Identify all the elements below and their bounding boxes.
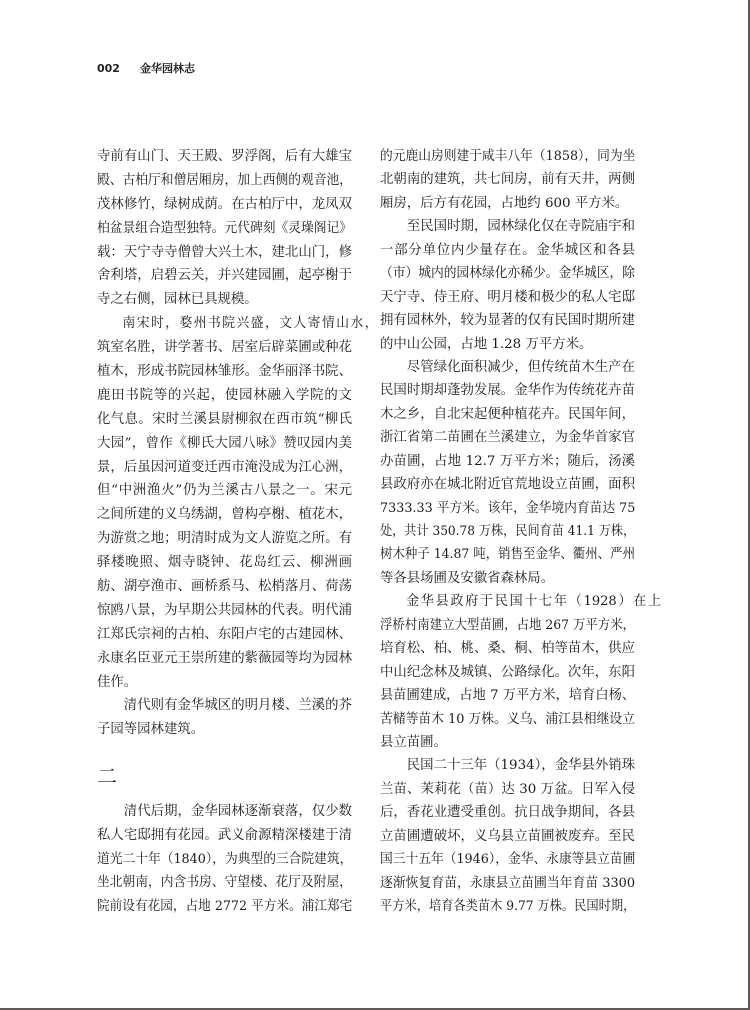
- section-heading: 二: [97, 764, 117, 788]
- text-line: 金华县政府于民国十七年（1928）在上: [406, 594, 662, 610]
- text-line: 中山纪念林及城镇、公路绿化。次年，东阳: [380, 664, 635, 680]
- text-line: 立苗圃遭破坏，义乌县立苗圃被废弃。至民: [380, 828, 635, 844]
- text-line: 茂林修竹，绿树成荫。在古柏厅中，龙凤双: [97, 196, 352, 212]
- text-line: 私人宅邸拥有花园。武义俞源精深楼建于清: [97, 827, 352, 843]
- text-line: 但“中洲渔火”仍为兰溪古八景之一。宋元: [97, 483, 352, 499]
- paragraph: [97, 145, 352, 312]
- text-line: 至民国时期，园林绿化仅在寺院庙宇和: [406, 219, 635, 235]
- text-line: 浮桥村南建立大型苗圃，占地 267 万平方米，: [380, 617, 636, 633]
- paragraph: [97, 694, 352, 742]
- text-line: 的中山公园，占地 1.28 万平方米。: [380, 336, 593, 352]
- text-line: 植木，形成书院园林雏形。金华丽泽书院、: [97, 364, 352, 380]
- text-line: 等各县场圃及安徽省森林局。: [380, 570, 555, 586]
- text-line: 办苗圃，占地 12.7 万平方米；随后，汤溪: [380, 453, 635, 469]
- paragraph: [380, 754, 635, 918]
- paragraph: [380, 590, 662, 754]
- text-line: 后，香花业遭受重创。抗日战争期间，各县: [380, 805, 635, 821]
- text-line: 鹿田书院等的兴起，使园林融入学院的文: [97, 387, 352, 403]
- paragraph: [380, 215, 635, 356]
- text-line: 永康名臣亚元王崇所建的紫薇园等均为园林: [97, 650, 352, 666]
- text-line: 柏盆景组合造型独特。元代碑刻《灵璪阁记》: [97, 220, 352, 236]
- text-line: 筑室名胜，讲学著书、居室后辟菜圃或种花: [97, 340, 352, 356]
- text-line: 化气息。宋时兰溪县尉柳叙在西市筑“柳氏: [97, 411, 352, 427]
- text-line: 兰苗、茉莉花（苗）达 30 万盆。日军入侵: [380, 781, 635, 797]
- text-line: 殿、古柏厅和僧居厢房，加上西侧的观音池，: [97, 172, 352, 188]
- text-line: 院前设有花园，占地 2772 平方米。浦江郑宅: [97, 899, 353, 915]
- text-line: 培育松、柏、桃、桑、桐、柏等苗木，供应: [380, 641, 635, 657]
- text-line: 县苗圃建成，占地 7 万平方米，培育白杨、: [380, 688, 636, 704]
- text-line: 苦槠等苗木 10 万株。义乌、浦江县相继设立: [380, 711, 635, 727]
- text-line: 舫、湖亭渔市、画桥系马、松梢落月、荷荡: [97, 579, 352, 595]
- book-title: 金华园林志: [139, 62, 195, 75]
- text-line: 树木种子 14.87 吨，销售至金华、衢州、严州: [380, 547, 635, 563]
- paragraph: [97, 312, 378, 694]
- text-line: 大园”，曾作《柳氏大园八咏》赞叹园内美: [97, 435, 352, 451]
- text-line: 天宁寺、侍王府、明月楼和极少的私人宅邸: [380, 289, 635, 305]
- text-line: 为游赏之地；明清时成为文人游览之所。有: [97, 531, 352, 547]
- paragraph: [380, 145, 635, 215]
- text-line: 处，共计 350.78 万株，民间育苗 41.1 万株，: [380, 524, 636, 539]
- text-line: 坐北朝南，内含书房、守望楼、花厅及附屋，: [97, 875, 352, 891]
- text-line: 景，后虽因河道变迁西市淹没成为江心洲，: [97, 459, 352, 475]
- page-number: 002: [97, 62, 120, 75]
- text-line: 逐渐恢复育苗，永康县立苗圃当年育苗 3300: [380, 875, 635, 891]
- text-line: 浙江省第二苗圃在兰溪建立，为金华首家官: [380, 430, 635, 446]
- paragraph: [380, 356, 635, 590]
- text-line: 载：天宁寺寺僧曾大兴土木，建北山门，修: [97, 244, 352, 260]
- text-line: 国三十五年（1946），金华、永康等县立苗圃: [380, 852, 636, 868]
- text-line: 的元鹿山房则建于咸丰八年（1858），同为坐: [380, 149, 636, 164]
- text-line: 一部分单位内少量存在。金华城区和各县: [380, 242, 635, 258]
- text-line: 清代则有金华城区的明月楼、兰溪的芥: [123, 698, 352, 714]
- text-line: 拥有园林外，较为显著的仅有民国时期所建: [380, 313, 635, 329]
- left-column-top: [97, 145, 378, 742]
- text-line: （市）城内的园林绿化亦稀少。金华城区，除: [380, 266, 635, 282]
- text-line: 驿楼晚照、烟寺晓钟、花岛红云、柳洲画: [97, 555, 352, 571]
- text-line: 惊鸥八景，为早期公共园林的代表。明代浦: [97, 602, 352, 618]
- text-line: 木之乡，自北宋起便种植花卉。民国年间，: [380, 406, 635, 422]
- paragraph: [97, 800, 352, 919]
- text-line: 之间所建的义乌绣湖，曾构亭榭、植花木，: [97, 507, 352, 523]
- text-line: 7333.33 平方米。该年，金华境内育苗达 75: [380, 500, 636, 516]
- text-line: 县立苗圃。: [380, 734, 447, 750]
- text-line: 寺前有山门、天王殿、罗浮阁，后有大雄宝: [97, 149, 352, 164]
- text-line: 北朝南的建筑，共七间房，前有天井，两侧: [380, 172, 635, 188]
- text-line: 民国时期却蓬勃发展。金华作为传统花卉苗: [380, 383, 635, 399]
- text-line: 道光二十年（1840），为典型的三合院建筑，: [97, 851, 353, 867]
- text-line: 寺之右侧，园林已具规模。: [97, 292, 258, 308]
- text-line: 南宋时，婺州书院兴盛，文人寄情山水，: [122, 316, 378, 332]
- text-line: 民国二十三年（1934），金华县外销珠: [406, 758, 636, 774]
- text-line: 清代后期，金华园林逐渐衰落，仅少数: [123, 804, 352, 819]
- text-line: 尽管绿化面积减少，但传统苗木生产在: [406, 359, 635, 375]
- text-line: 县政府亦在城北附近官荒地设立苗圃，面积: [380, 477, 635, 493]
- left-column-bottom: [97, 800, 352, 919]
- text-line: 舍利塔，启碧云关，并兴建园圃，起亭榭于: [97, 268, 352, 284]
- text-line: 江郑氏宗祠的古柏、东阳卢宅的古建园林、: [97, 626, 352, 642]
- text-line: 子园等园林建筑。: [97, 722, 205, 738]
- right-column: [380, 145, 662, 918]
- running-header: [97, 60, 195, 76]
- text-line: 平方米，培育各类苗木 9.77 万株。民国时期，: [380, 899, 636, 914]
- text-line: 厢房，后方有花园，占地约 600 平方米。: [380, 195, 629, 211]
- text-line: 佳作。: [97, 674, 138, 690]
